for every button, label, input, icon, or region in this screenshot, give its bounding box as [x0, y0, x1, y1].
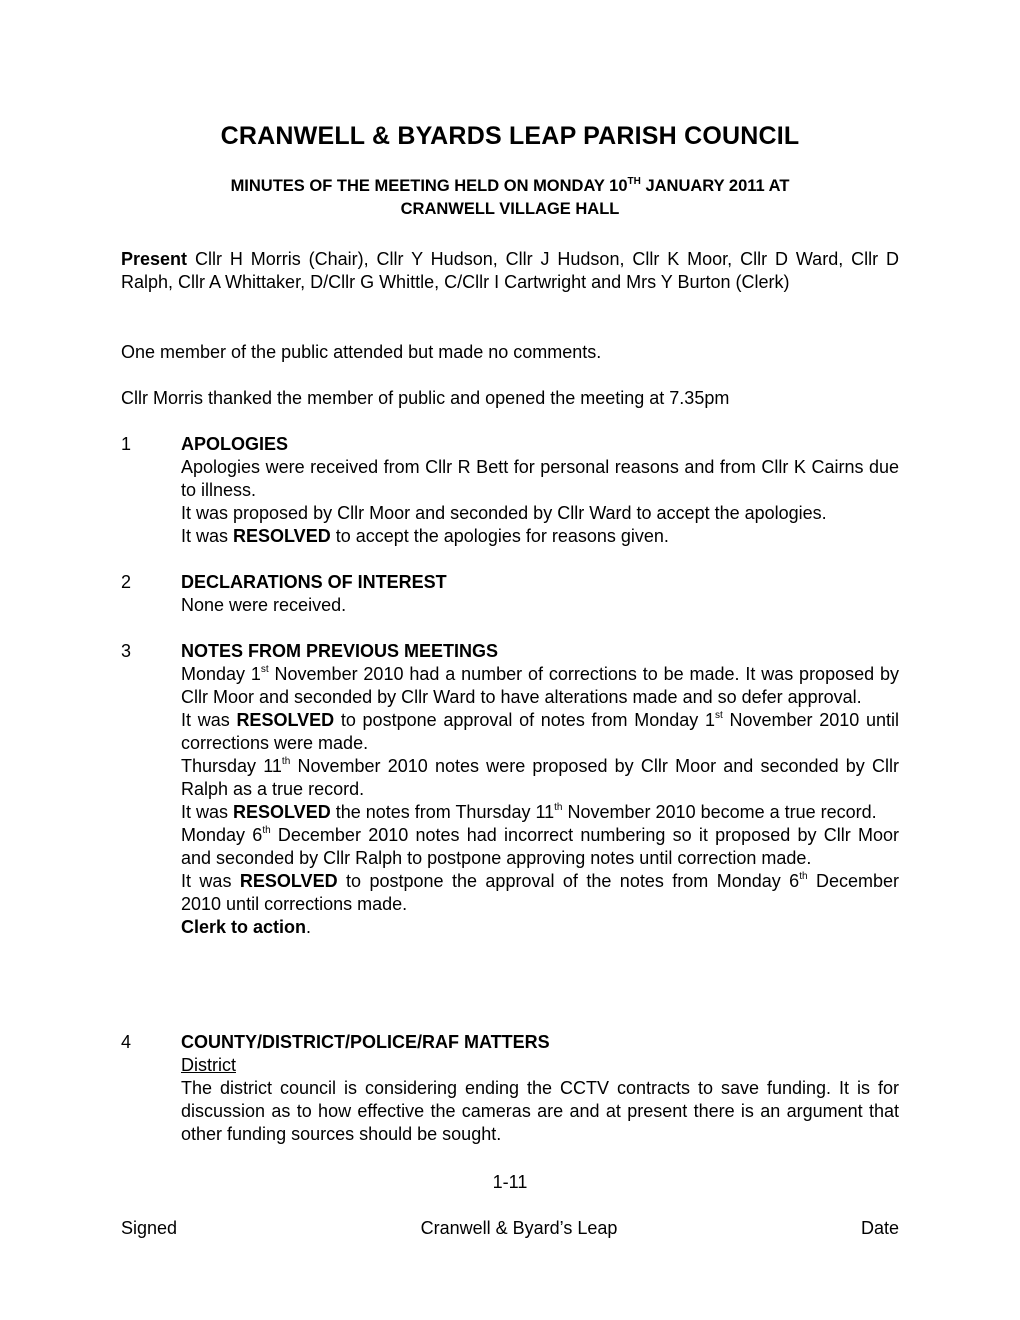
section-declarations — [121, 571, 899, 617]
subheading-district: District — [181, 1055, 236, 1075]
page-number: 1-11 — [492, 1172, 528, 1192]
public-note: One member of the public attended but made no comments. — [121, 342, 602, 362]
subtitle-line-2: CRANWELL VILLAGE HALL — [400, 200, 620, 218]
paragraph: The district council is considering ending the CCTV contracts to save funding. It is for discussion as to how effective the cameras are and at present there is an argument that other funding sources should be sought. — [181, 1078, 899, 1144]
footer-center-text: Cranwell & Byard’s Leap — [420, 1218, 618, 1238]
paragraph: None were received. — [181, 595, 347, 615]
paragraph: Monday 6th December 2010 notes had incorrect numbering so it proposed by Cllr Moor and seconded by Cllr Ralph to postpone approving notes until correction made. — [181, 825, 899, 868]
section-previous-notes — [121, 640, 899, 939]
section-apologies — [121, 433, 899, 548]
section-heading: DECLARATIONS OF INTEREST — [181, 572, 447, 592]
section-number: 3 — [121, 641, 132, 661]
present-label: Present — [121, 249, 188, 269]
paragraph: It was RESOLVED the notes from Thursday 11th November 2010 become a true record. — [181, 802, 877, 822]
section-heading: NOTES FROM PREVIOUS MEETINGS — [181, 641, 499, 661]
paragraph: Clerk to action. — [181, 917, 312, 937]
date-label: Date — [860, 1218, 899, 1238]
subtitle-line-1: MINUTES OF THE MEETING HELD ON MONDAY 10TH JANUARY 2011 AT — [230, 175, 790, 195]
paragraph: It was proposed by Cllr Moor and seconded by Cllr Ward to accept the apologies. — [181, 503, 827, 523]
paragraph: Thursday 11th November 2010 notes were proposed by Cllr Moor and seconded by Cllr Ralph as a true record. — [181, 756, 899, 799]
paragraph: Apologies were received from Cllr R Bett for personal reasons and from Cllr K Cairns due to illness. — [181, 457, 899, 500]
present-list: Cllr H Morris (Chair), Cllr Y Hudson, Cllr J Hudson, Cllr K Moor, Cllr D Ward, Cllr D Ralph, Cllr A Whittaker, D/Cllr G Whittle, C/Cllr I Cartwright and Mrs Y Burton (Clerk) — [121, 249, 899, 292]
section-heading: COUNTY/DISTRICT/POLICE/RAF MATTERS — [181, 1032, 550, 1052]
section-heading: APOLOGIES — [181, 434, 289, 454]
paragraph: It was RESOLVED to accept the apologies for reasons given. — [181, 526, 669, 546]
section-number: 4 — [121, 1032, 132, 1052]
section-number: 1 — [121, 434, 132, 454]
paragraph: It was RESOLVED to postpone approval of notes from Monday 1st November 2010 until corrections were made. — [181, 710, 899, 753]
meeting-subtitle — [0, 175, 1020, 221]
signed-label: Signed — [121, 1218, 178, 1238]
opening-note: Cllr Morris thanked the member of public and opened the meeting at 7.35pm — [121, 388, 730, 408]
signature-footer — [121, 1218, 899, 1239]
section-county-district-matters — [121, 1031, 899, 1146]
paragraph: It was RESOLVED to postpone the approval of the notes from Monday 6th December 2010 until corrections made. — [181, 871, 900, 914]
section-number: 2 — [121, 572, 132, 592]
action-note: Clerk to action — [181, 917, 307, 937]
council-title: CRANWELL & BYARDS LEAP PARISH COUNCIL — [220, 122, 800, 150]
paragraph: Monday 1st November 2010 had a number of corrections to be made. It was proposed by Cllr Moor and seconded by Cllr Ward to have alterations made and so defer approval. — [181, 664, 899, 707]
present-paragraph — [121, 248, 899, 294]
